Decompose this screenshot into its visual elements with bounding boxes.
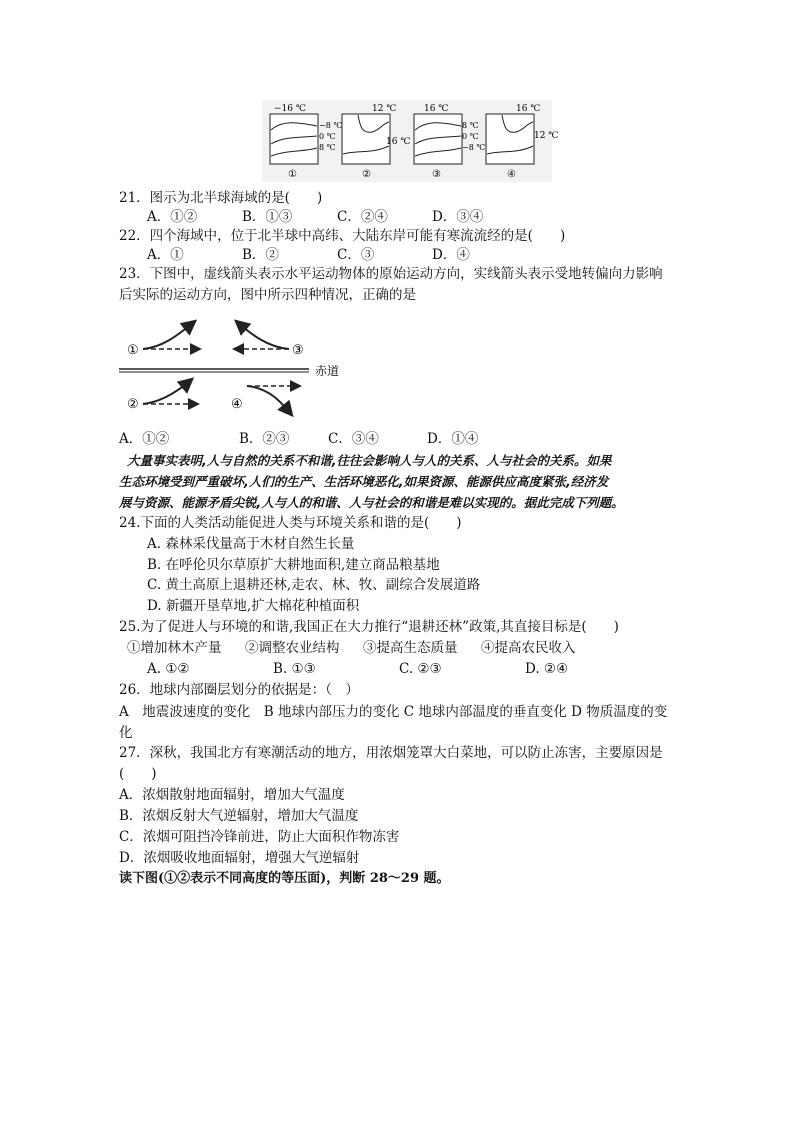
q25-item-3: ③提高生态质量 [363, 640, 458, 656]
panel1-label: 8 ℃ [319, 143, 336, 152]
q23-option-b[interactable]: B．②③ [239, 431, 290, 447]
q24-stem: 24.下面的人类活动能促进人类与环境关系和谐的是( ) [119, 515, 462, 531]
q22-stem: 22．四个海域中，位于北半球中高纬、大陆东岸可能有寒流流经的是( ) [119, 228, 566, 244]
coriolis-figure [119, 312, 359, 422]
q23-options [119, 430, 478, 448]
panel3-label: −8 ℃ [462, 143, 486, 152]
q25-option-a[interactable]: A. ①② [147, 661, 190, 677]
q25-item-2: ②调整农业结构 [245, 640, 340, 656]
q25-item-4: ④提高农民收入 [481, 640, 576, 656]
q25-option-d[interactable]: D. ②④ [525, 661, 569, 677]
q27-stem-line2: ( ) [119, 766, 157, 782]
panel1-num: ① [288, 169, 297, 180]
q21-option-c[interactable]: C．②④ [337, 209, 388, 225]
isotherm-figure [262, 100, 559, 182]
q27-option-a[interactable]: A．浓烟散射地面辐射，增加大气温度 [119, 787, 345, 803]
q21-option-b[interactable]: B．①③ [242, 209, 293, 225]
panel2-top-label: 12 ℃ [372, 104, 397, 114]
q25-option-b[interactable]: B. ①③ [273, 661, 316, 677]
panel4-side-label: 12 ℃ [534, 131, 559, 141]
q24-option-a[interactable]: A. 森林采伐量高于木材自然生长量 [147, 536, 355, 552]
q24-option-b[interactable]: B. 在呼伦贝尔草原扩大耕地面积,建立商品粮基地 [147, 557, 440, 573]
q22-options [147, 246, 470, 264]
q21-options [147, 208, 483, 226]
q25-option-c[interactable]: C. ②③ [399, 661, 442, 677]
q24-option-c[interactable]: C. 黄土高原上退耕还林,走农、林、牧、副综合发展道路 [147, 577, 481, 593]
panel2-side-label: 16 ℃ [386, 137, 411, 147]
q21-stem: 21．图示为北半球海域的是( ) [119, 190, 323, 206]
q23-option-d[interactable]: D．①④ [427, 431, 479, 447]
q26-options-line2: 化 [119, 725, 133, 741]
q23-stem-line1: 23．下图中，虚线箭头表示水平运动物体的原始运动方向，实线箭头表示受地转偏向力影响 [119, 266, 663, 282]
panel2-num: ② [362, 169, 371, 180]
q22-option-d[interactable]: D．④ [432, 247, 470, 263]
panel3-num: ③ [432, 169, 441, 180]
q28-29-instruction: 读下图(①②表示不同高度的等压面)，判断 28～29 题。 [119, 871, 450, 886]
figure-num-2: ② [127, 397, 139, 412]
passage-line-2: 生态环境受到严重破坏,人们的生产、生活环境恶化,如果资源、能源供应高度紧张,经济发 [119, 474, 609, 489]
q23-option-a[interactable]: A．①② [119, 431, 170, 447]
q25-item-1: ①增加林木产量 [127, 640, 222, 656]
q22-option-c[interactable]: C．③ [337, 247, 375, 263]
figure-num-4: ④ [231, 397, 243, 412]
q21-option-d[interactable]: D．③④ [432, 209, 484, 225]
panel3-top-label: 16 ℃ [424, 104, 449, 114]
panel1-label: 0 ℃ [319, 132, 336, 141]
panel4-num: ④ [507, 169, 516, 180]
figure-num-3: ③ [292, 343, 304, 358]
q27-stem-line1: 27．深秋，我国北方有寒潮活动的地方，用浓烟笼罩大白菜地，可以防止冻害，主要原因是 [119, 745, 663, 761]
passage-line-3: 展与资源、能源矛盾尖锐,人与人的和谐、人与社会的和谐是难以实现的。据此完成下列题。 [119, 495, 624, 510]
q26-options-line1[interactable]: A 地震波速度的变化 B 地球内部压力的变化 C 地球内部温度的垂直变化 D 物质温度的变 [119, 704, 668, 720]
equator-label: 赤道 [315, 364, 340, 378]
q23-stem-line2: 后实际的运动方向，图中所示四种情况，正确的是 [119, 287, 416, 303]
q23-option-c[interactable]: C．③④ [328, 431, 379, 447]
panel4-top-label: 16 ℃ [516, 104, 541, 114]
q26-stem: 26．地球内部圈层划分的依据是：（ ） [119, 682, 359, 698]
panel3-label: 0 ℃ [462, 132, 479, 141]
q25-items [127, 639, 576, 657]
passage-line-1: 大量事实表明,人与自然的关系不和谐,往往会影响人与人的关系、人与社会的关系。如果 [127, 453, 612, 468]
q25-stem: 25.为了促进人与环境的和谐,我国正在大力推行“退耕还林”政策,其直接目标是( ) [119, 619, 619, 635]
q22-option-b[interactable]: B．② [242, 247, 279, 263]
figure-num-1: ① [127, 343, 139, 358]
q21-option-a[interactable]: A．①② [147, 209, 198, 225]
q24-option-d[interactable]: D. 新疆开垦草地,扩大棉花种植面积 [147, 598, 360, 614]
panel3-label: 8 ℃ [462, 121, 479, 130]
q27-option-c[interactable]: C．浓烟可阻挡冷锋前进，防止大面积作物冻害 [119, 829, 400, 845]
q22-option-a[interactable]: A．① [147, 247, 184, 263]
q25-options [147, 660, 568, 678]
q27-option-b[interactable]: B．浓烟反射大气逆辐射，增加大气温度 [119, 808, 359, 824]
panel1-label: −8 ℃ [319, 121, 343, 130]
q27-option-d[interactable]: D．浓烟吸收地面辐射，增强大气逆辐射 [119, 850, 360, 866]
panel1-top-label: −16 ℃ [274, 104, 306, 114]
